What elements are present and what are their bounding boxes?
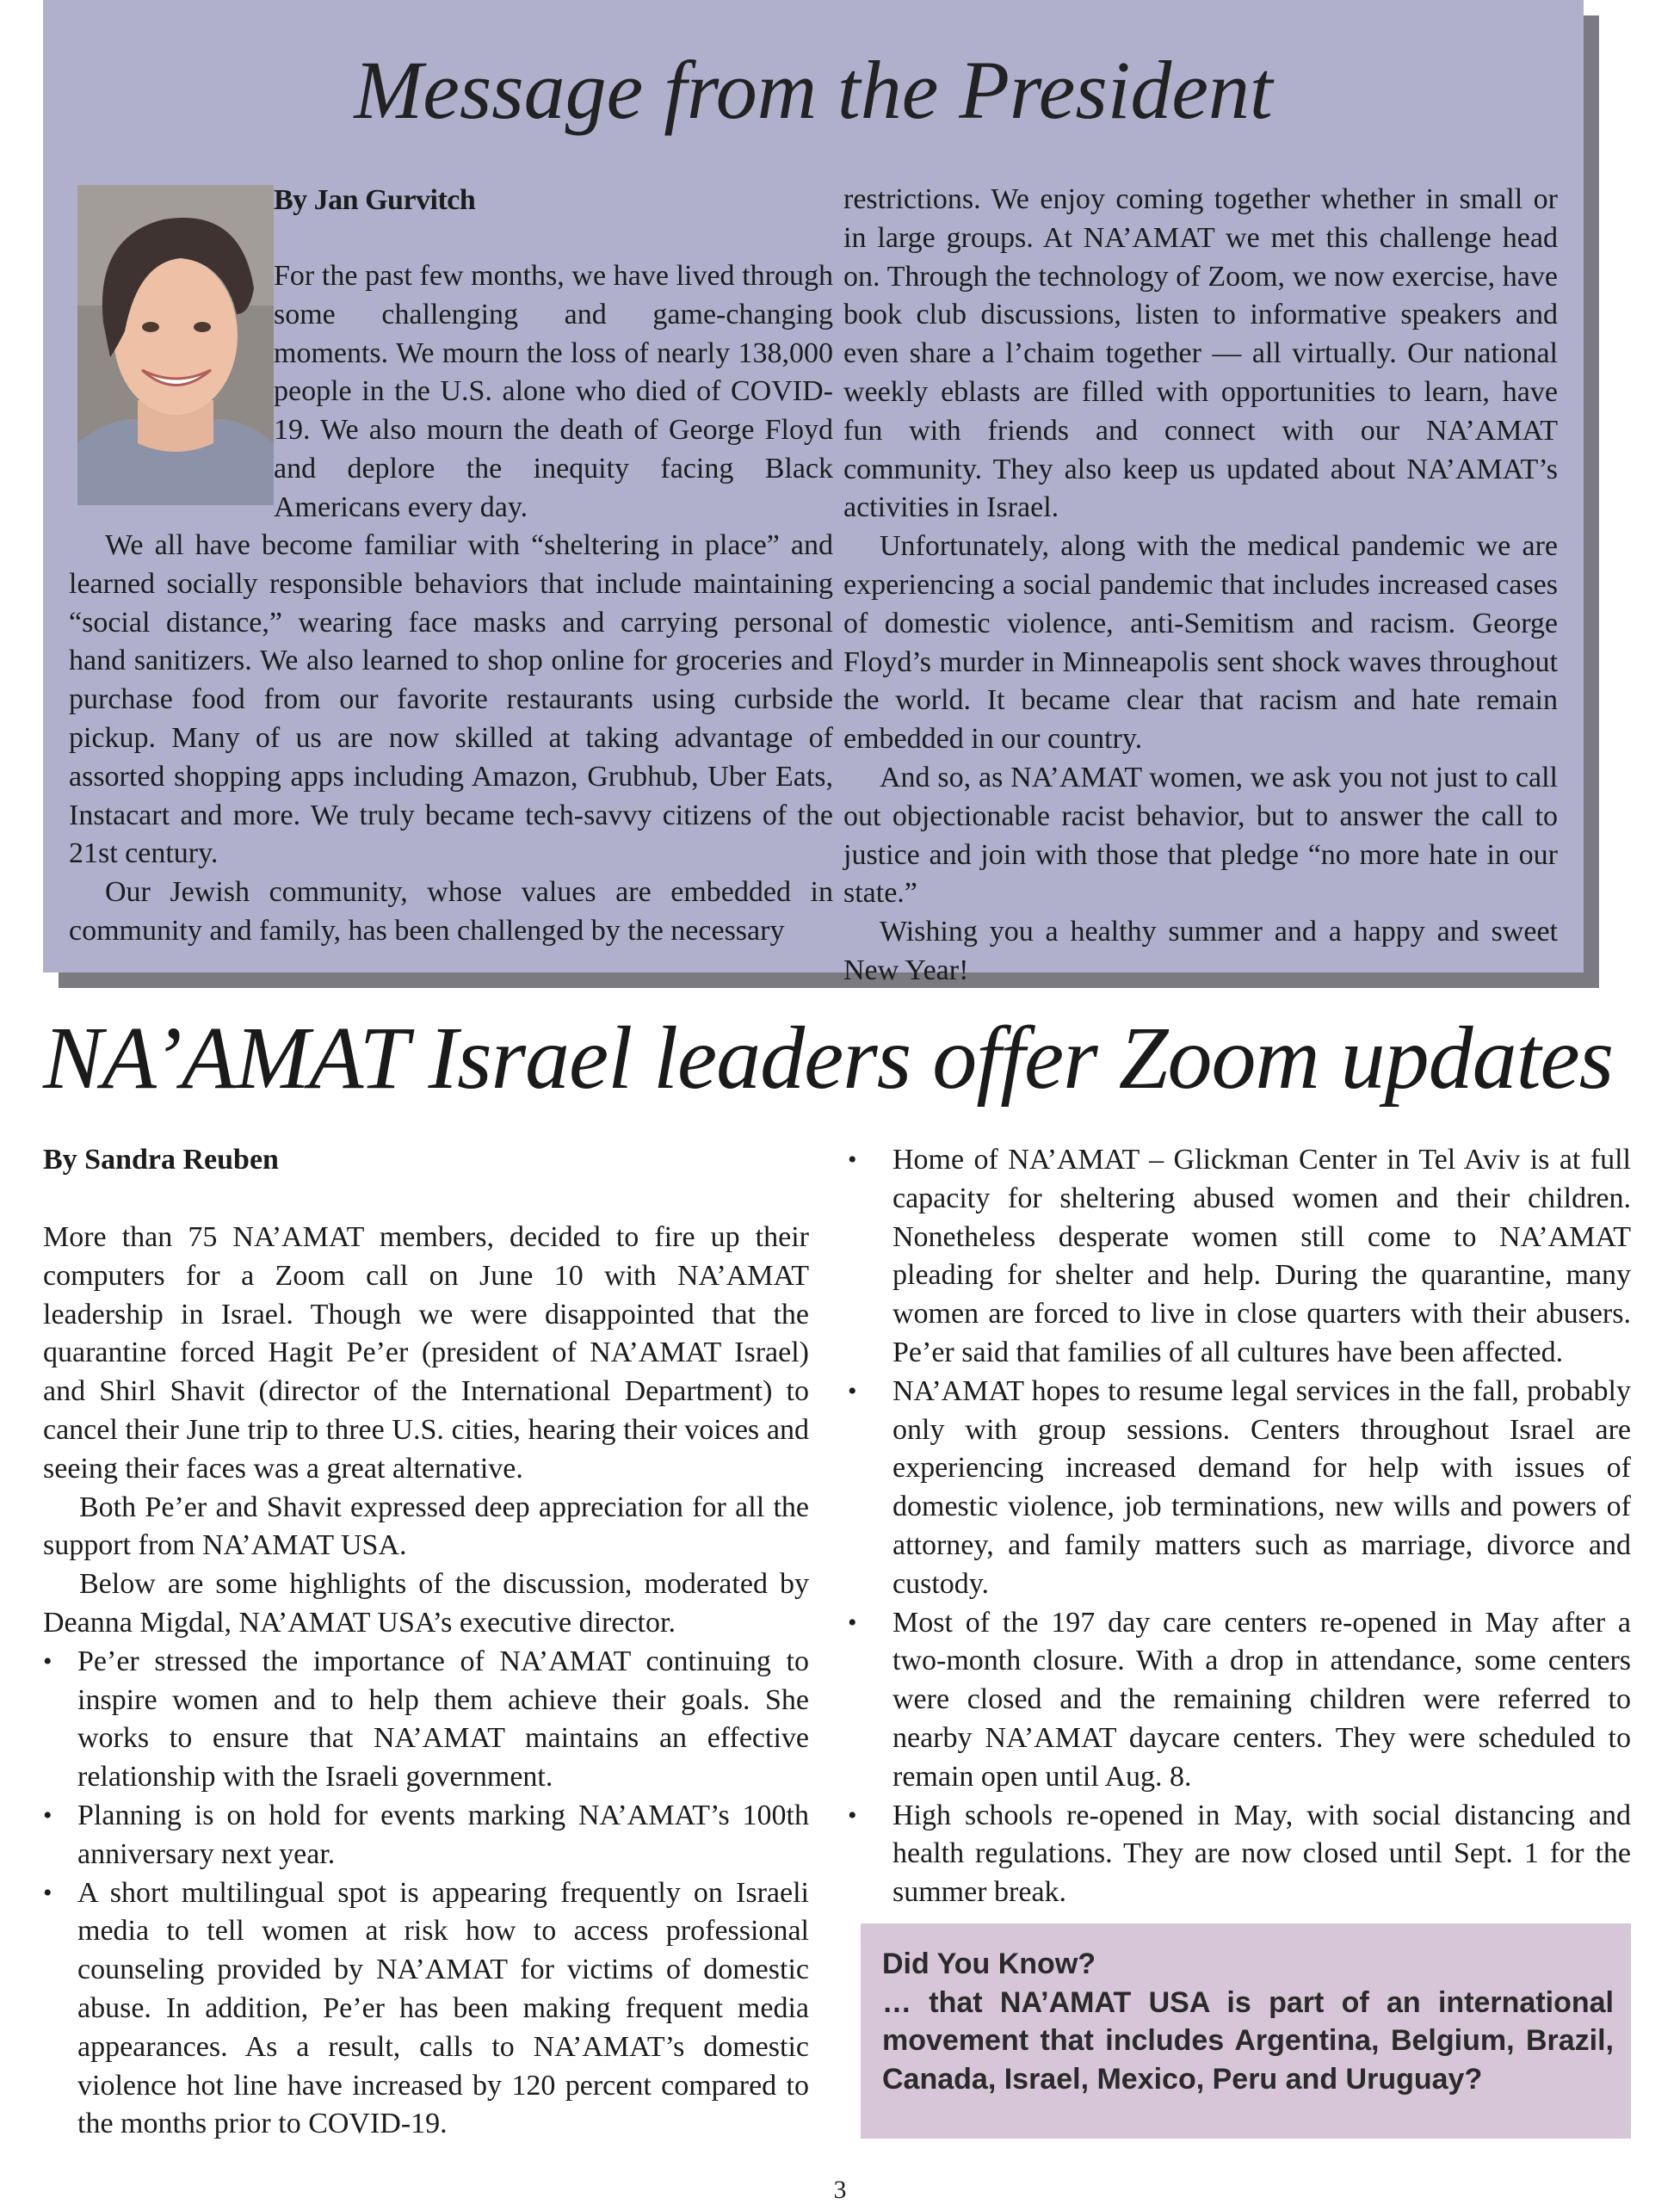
paragraph: Our Jewish community, whose values are embedded in community and family, has been challenged by the necessary bbox=[69, 876, 833, 947]
paragraph: restrictions. We enjoy coming together whether in small or in large groups. At NA’AMAT we met this challenge head on. Through the technology of Zoom, we now exercise, have book club discussions, listen to informative speakers and even share a l’chaim together — all virtually. Our national weekly eblasts are filled with opportunities to learn, have fun with friends and connect with our NA’AMAT community. They also keep us updated about NA’AMAT’s activities in Israel. bbox=[843, 183, 1558, 524]
paragraph: And so, as NA’AMAT women, we ask you not just to call out objectionable racist behavior, but to answer the call to justice and join with those that pledge “no more hate in our state.” bbox=[843, 761, 1558, 910]
author-portrait-photo bbox=[77, 185, 274, 505]
paragraph: We all have become familiar with “sheltering in place” and learned socially responsible behaviors that include maintaining “social distance,” wearing face masks and carrying personal hand sanitizers. We also learned to shop online for groceries and purchase food from our favorite restaurants using curbside pickup. Many of us are now skilled at taking advantage of assorted shopping apps including Amazon, Grubhub, Uber Eats, Instacart and more. We truly became tech-savvy citizens of the 21st century. bbox=[69, 529, 833, 870]
zoom-article-byline: By Sandra Reuben bbox=[43, 1144, 279, 1176]
highlights-list-continued bbox=[848, 1141, 1631, 1912]
paragraph: For the past few months, we have lived through some challenging and game-changing moments. We mourn the loss of nearly 138,000 people in the U.S. alone who died of COVID-19. We also mourn the death of George Floyd and deplore the inequity facing Black Americans every day. bbox=[274, 260, 833, 523]
list-item: • Home of NA’AMAT – Glickman Center in Tel Aviv is at full capacity for sheltering abused women and their children. Nonetheless desperate women still come to NA’AMAT pleading for shelter and help. During the quarantine, many women are forced to live in close quarters with their abusers. Pe’er said that families of all cultures have been affected. bbox=[848, 1141, 1631, 1373]
list-item: • NA’AMAT hopes to resume legal services in the fall, probably only with group sessions. Centers throughout Israel are experiencing increased demand for help with issues of domestic violence, job terminations, new wills and powers of attorney, and family matters such as marriage, divorce and custody. bbox=[848, 1373, 1631, 1604]
paragraph: Unfortunately, along with the medical pandemic we are experiencing a social pandemic that includes increased cases of domestic violence, anti-Semitism and racism. George Floyd’s murder in Minneapolis sent shock waves throughout the world. It became clear that racism and hate remain embedded in our country. bbox=[843, 530, 1558, 756]
did-you-know-box bbox=[861, 1923, 1631, 2139]
list-item: • High schools re-opened in May, with social distancing and health regulations. They are now closed until Sept. 1 for the summer break. bbox=[848, 1797, 1631, 1912]
zoom-right-column bbox=[848, 1141, 1631, 1912]
highlights-list bbox=[43, 1643, 809, 2144]
paragraph: Both Pe’er and Shavit expressed deep appreciation for all the support from NA’AMAT USA. bbox=[43, 1491, 809, 1562]
paragraph: More than 75 NA’AMAT members, decided to fire up their computers for a Zoom call on June 10 with NA’AMAT leadership in Israel. Though we were disappointed that the quarantine forced Hagit Pe’er (president of NA’AMAT Israel) and Shirl Shavit (director of the International Department) to cancel their June trip to three U.S. cities, hearing their voices and seeing their faces was a great alternative. bbox=[43, 1221, 809, 1485]
zoom-article-title: NA’AMAT Israel leaders offer Zoom updates bbox=[43, 1009, 1614, 1108]
list-item: • Planning is on hold for events marking NA’AMAT’s 100th anniversary next year. bbox=[43, 1797, 809, 1874]
president-message-box bbox=[43, 0, 1584, 986]
did-you-know-text: … that NA’AMAT USA is part of an international movement that includes Argentina, Belgium, Brazil, Canada, Israel, Mexico, Peru and Uruguay? bbox=[882, 1985, 1614, 2096]
president-byline: By Jan Gurvitch bbox=[274, 184, 476, 216]
president-right-column bbox=[843, 181, 1558, 991]
paragraph: Wishing you a healthy summer and a happy and sweet New Year! bbox=[843, 916, 1558, 986]
paragraph: Below are some highlights of the discussion, moderated by Deanna Migdal, NA’AMAT USA’s executive director. bbox=[43, 1568, 809, 1639]
zoom-left-column bbox=[43, 1219, 809, 2144]
page-number: 3 bbox=[833, 2176, 847, 2204]
did-you-know-heading: Did You Know? bbox=[882, 1948, 1096, 1980]
president-message-title: Message from the President bbox=[354, 44, 1273, 136]
did-you-know-content bbox=[882, 1945, 1614, 2098]
list-item: • Pe’er stressed the importance of NA’AMAT continuing to inspire women and to help them achieve their goals. She works to ensure that NA’AMAT maintains an effective relationship with the Israeli government. bbox=[43, 1643, 809, 1797]
list-item: • Most of the 197 day care centers re-opened in May after a two-month closure. With a drop in attendance, some centers were closed and the remaining children were referred to nearby NA’AMAT daycare centers. They were scheduled to remain open until Aug. 8. bbox=[848, 1604, 1631, 1797]
president-intro-column bbox=[274, 257, 833, 528]
president-left-column bbox=[69, 527, 833, 951]
list-item: • A short multilingual spot is appearing frequently on Israeli media to tell women at risk how to access professional counseling provided by NA’AMAT for victims of domestic abuse. In addition, Pe’er has been making frequent media appearances. As a result, calls to NA’AMAT’s domestic violence hot line have increased by 120 percent compared to the months prior to COVID-19. bbox=[43, 1874, 809, 2145]
